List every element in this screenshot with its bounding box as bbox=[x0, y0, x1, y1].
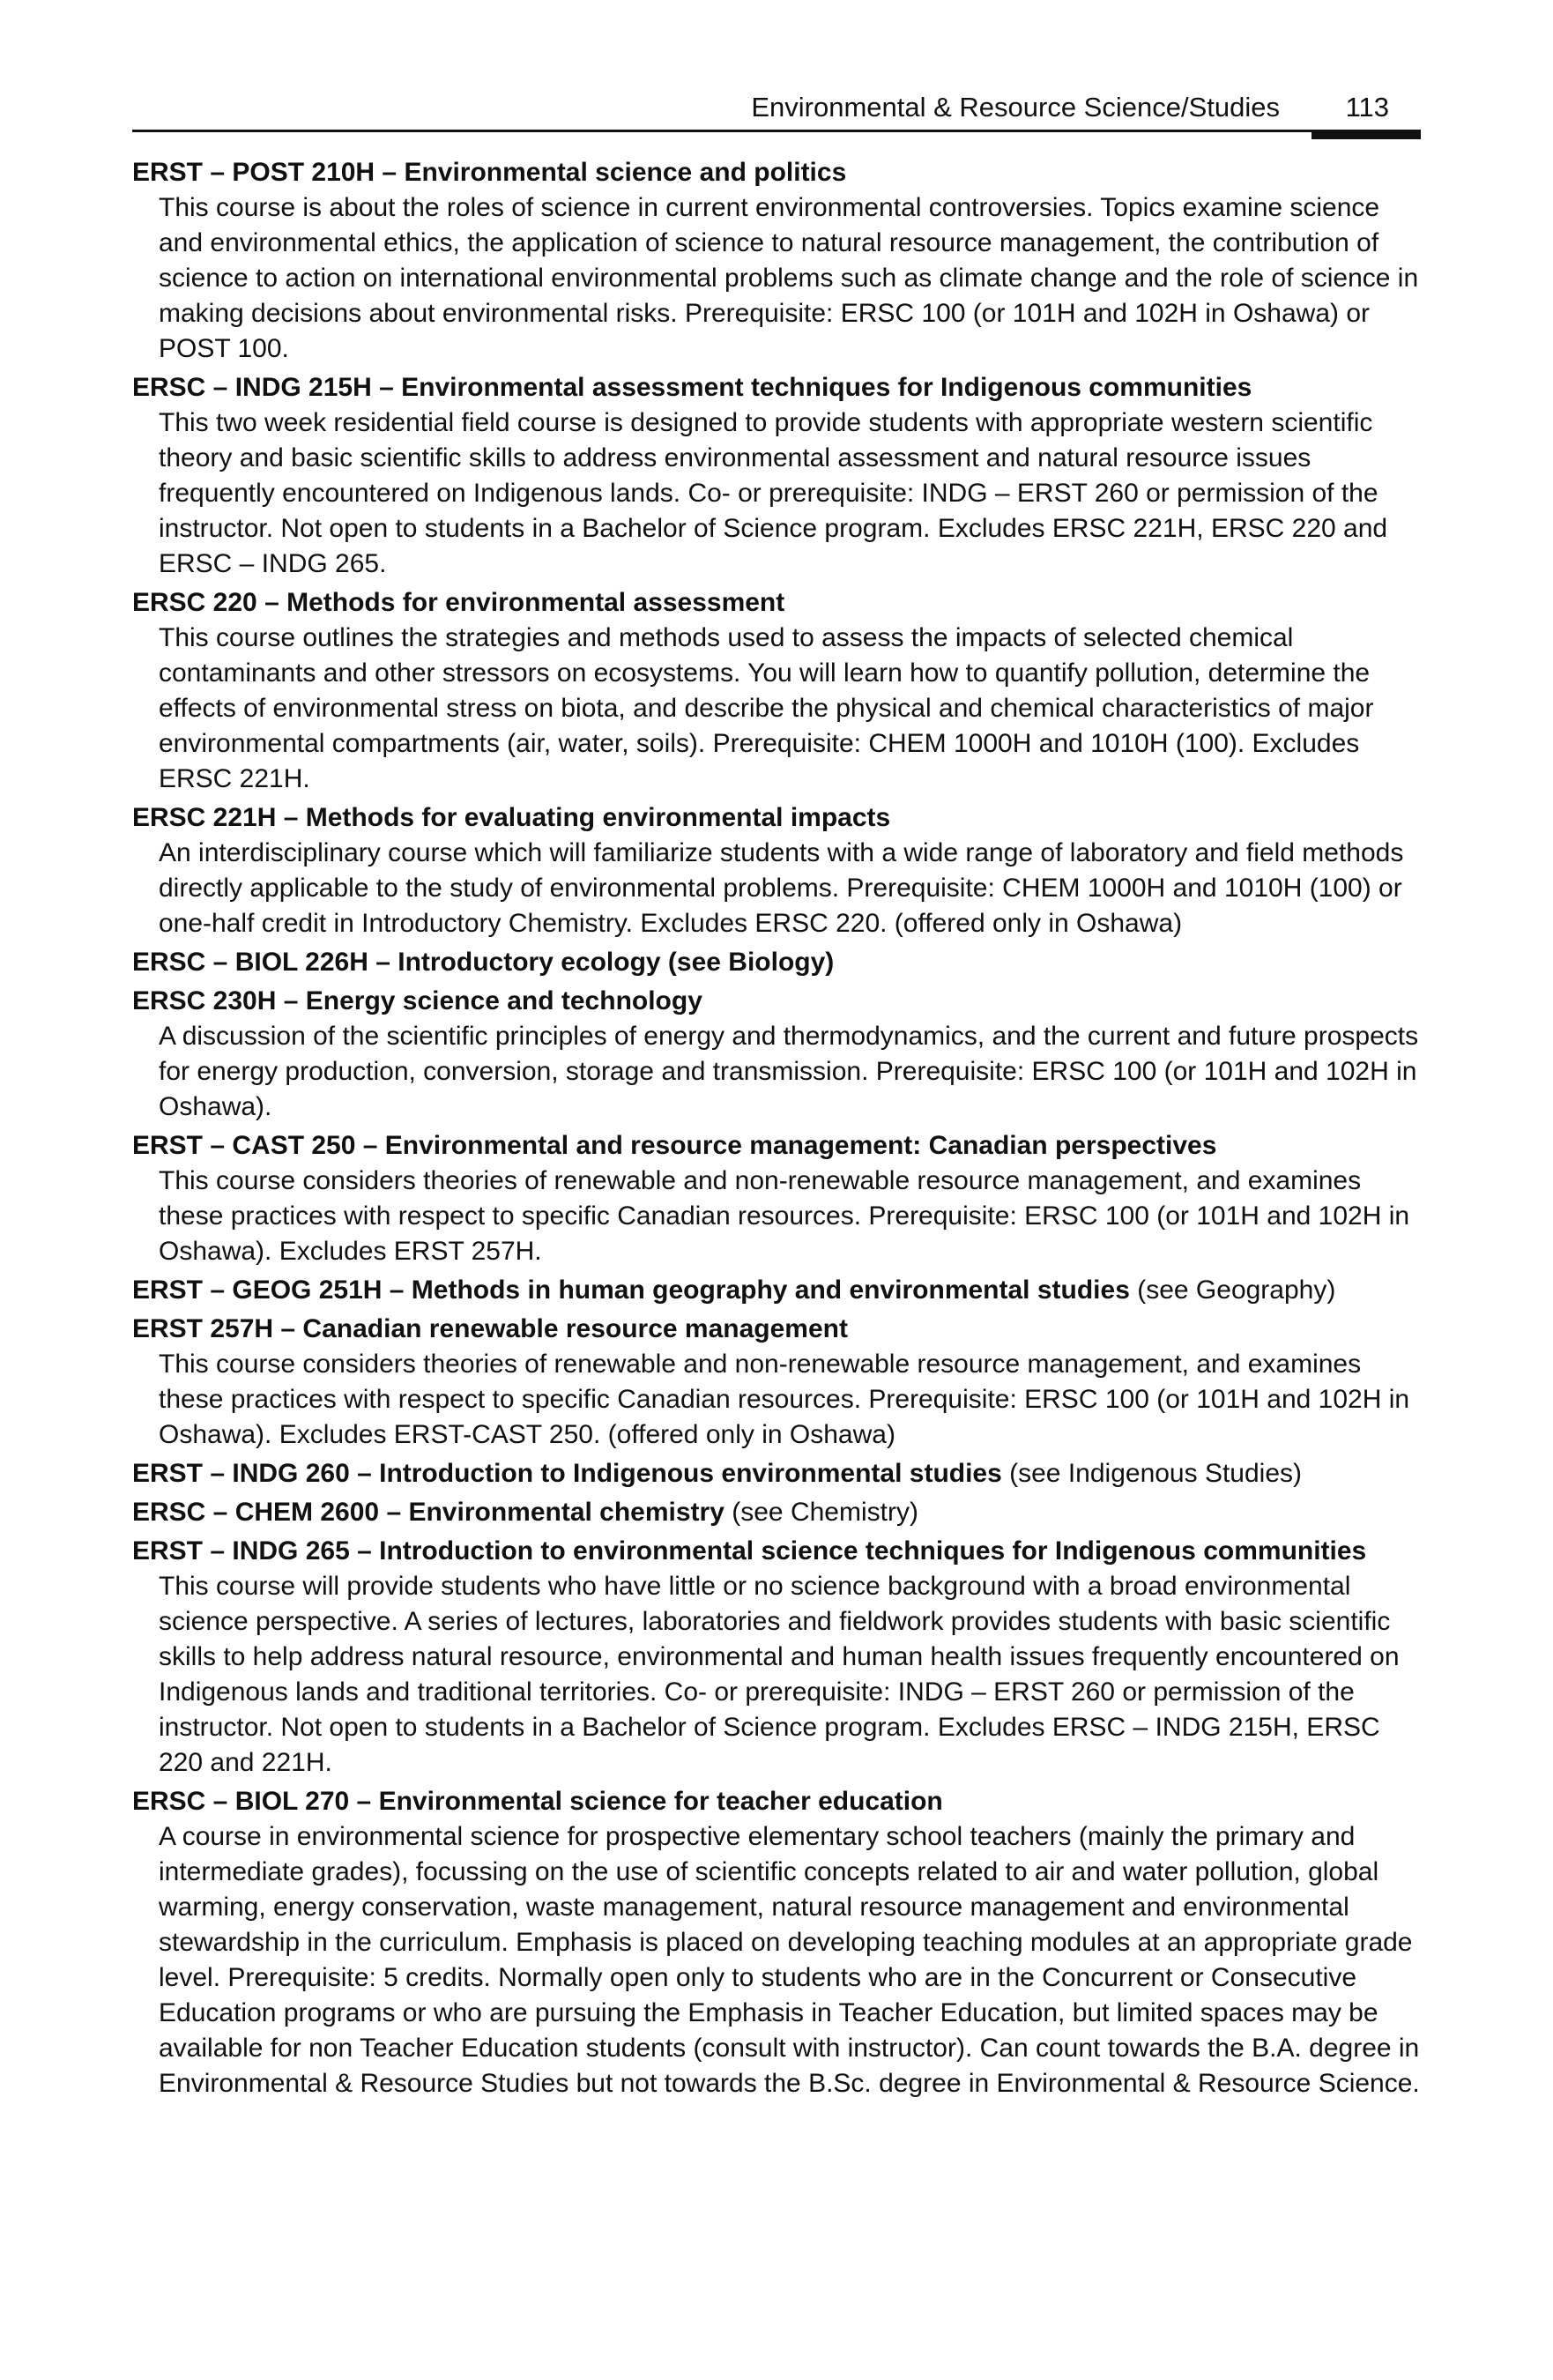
course-title: ERSC – BIOL 270 – Environmental science for teacher education bbox=[132, 1787, 943, 1816]
course-entry bbox=[132, 1312, 1421, 1453]
course-description: This course considers theories of renewable and non-renewable resource management, and examines these practices with respect to specific Canadian resources. Prerequisite: ERSC 100 (or 101H and 102H in Oshawa). Excludes ERST-CAST 250. (offered only in Oshawa) bbox=[159, 1350, 1410, 1449]
course-entry bbox=[132, 800, 1421, 941]
course-title: ERST – CAST 250 – Environmental and resource management: Canadian perspectives bbox=[132, 1131, 1217, 1160]
course-entry bbox=[132, 1456, 1421, 1491]
course-title: ERST – INDG 265 – Introduction to environmental science techniques for Indigenous communities bbox=[132, 1536, 1367, 1566]
course-description: This course will provide students who have little or no science background with a broad environmental science perspective. A series of lectures, laboratories and fieldwork provides students with basic scientific skills to help address natural resource, environmental and human health issues frequently encountered on Indigenous lands and traditional territories. Co- or prerequisite: INDG – ERST 260 or permission of the instructor. Not open to students in a Bachelor of Science program. Excludes ERSC – INDG 215H, ERSC 220 and 221H. bbox=[159, 1572, 1400, 1777]
course-description: This course outlines the strategies and methods used to assess the impacts of selected chemical contaminants and other stressors on ecosystems. You will learn how to quantify pollution, determine the effects of environmental stress on biota, and describe the physical and chemical characteristics of major environmental compartments (air, water, soils). Prerequisite: CHEM 1000H and 1010H (100). Excludes ERSC 221H. bbox=[159, 623, 1374, 793]
course-entry bbox=[132, 1495, 1421, 1530]
course-entry bbox=[132, 1273, 1421, 1308]
page-header bbox=[132, 78, 1421, 132]
course-title: ERST – POST 210H – Environmental science and politics bbox=[132, 158, 847, 187]
course-entry bbox=[132, 585, 1421, 797]
course-title: ERSC – INDG 215H – Environmental assessment techniques for Indigenous communities bbox=[132, 373, 1252, 402]
course-entry bbox=[132, 1128, 1421, 1269]
page-number: 113 bbox=[1345, 92, 1389, 123]
course-entry bbox=[132, 155, 1421, 367]
course-entry bbox=[132, 945, 1421, 980]
course-title: ERSC 220 – Methods for environmental assessment bbox=[132, 588, 785, 617]
course-entry bbox=[132, 984, 1421, 1125]
running-header-title: Environmental & Resource Science/Studies bbox=[751, 92, 1280, 123]
course-title: ERST – INDG 260 – Introduction to Indigenous environmental studies (see Indigenous Studies) bbox=[132, 1459, 1303, 1488]
course-description: A discussion of the scientific principles of energy and thermodynamics, and the current and future prospects for energy production, conversion, storage and transmission. Prerequisite: ERSC 100 (or 101H and 102H in Oshawa). bbox=[159, 1022, 1419, 1121]
course-description: This course considers theories of renewable and non-renewable resource management, and examines these practices with respect to specific Canadian resources. Prerequisite: ERSC 100 (or 101H and 102H in Oshawa). Excludes ERST 257H. bbox=[159, 1166, 1410, 1266]
course-title: ERSC 230H – Energy science and technology bbox=[132, 986, 702, 1015]
course-title: ERST – GEOG 251H – Methods in human geography and environmental studies (see Geography) bbox=[132, 1276, 1336, 1305]
course-title: ERSC – BIOL 226H – Introductory ecology (see Biology) bbox=[132, 948, 835, 977]
course-title: ERST 257H – Canadian renewable resource management bbox=[132, 1314, 848, 1343]
course-title: ERSC 221H – Methods for evaluating environmental impacts bbox=[132, 803, 891, 832]
course-description: This course is about the roles of science in current environmental controversies. Topics examine science and environmental ethics, the application of science to natural resource management, the contribution of science to action on international environmental problems such as climate change and the role of science in making decisions about environmental risks. Prerequisite: ERSC 100 (or 101H and 102H in Oshawa) or POST 100. bbox=[159, 193, 1419, 363]
course-title: ERSC – CHEM 2600 – Environmental chemistry (see Chemistry) bbox=[132, 1498, 918, 1527]
course-entry bbox=[132, 1784, 1421, 2101]
course-description: This two week residential field course is designed to provide students with appropriate western scientific theory and basic scientific skills to address environmental assessment and natural resource issues frequently encountered on Indigenous lands. Co- or prerequisite: INDG – ERST 260 or permission of the instructor. Not open to students in a Bachelor of Science program. Excludes ERSC 221H, ERSC 220 and ERSC – INDG 265. bbox=[159, 408, 1388, 578]
course-description: A course in environmental science for prospective elementary school teachers (mainly the primary and intermediate grades), focussing on the use of scientific concepts related to air and water pollution, global warming, energy conservation, waste management, natural resource management and environmental stewardship in the curriculum. Emphasis is placed on developing teaching modules at an appropriate grade level. Prerequisite: 5 credits. Normally open only to students who are in the Concurrent or Consecutive Education programs or who are pursuing the Emphasis in Teacher Education, but limited spaces may be available for non Teacher Education students (consult with instructor). Can count towards the B.A. degree in Environmental & Resource Studies but not towards the B.Sc. degree in Environmental & Resource Science. bbox=[159, 1822, 1420, 2098]
course-entry bbox=[132, 1534, 1421, 1781]
header-rule bbox=[132, 130, 1421, 132]
header-tab-bar bbox=[1312, 130, 1421, 139]
course-list bbox=[132, 155, 1421, 2105]
course-entry bbox=[132, 370, 1421, 582]
course-description: An interdisciplinary course which will familiarize students with a wide range of laboratory and field methods directly applicable to the study of environmental problems. Prerequisite: CHEM 1000H and 1010H (100) or one-half credit in Introductory Chemistry. Excludes ERSC 220. (offered only in Oshawa) bbox=[159, 838, 1404, 938]
